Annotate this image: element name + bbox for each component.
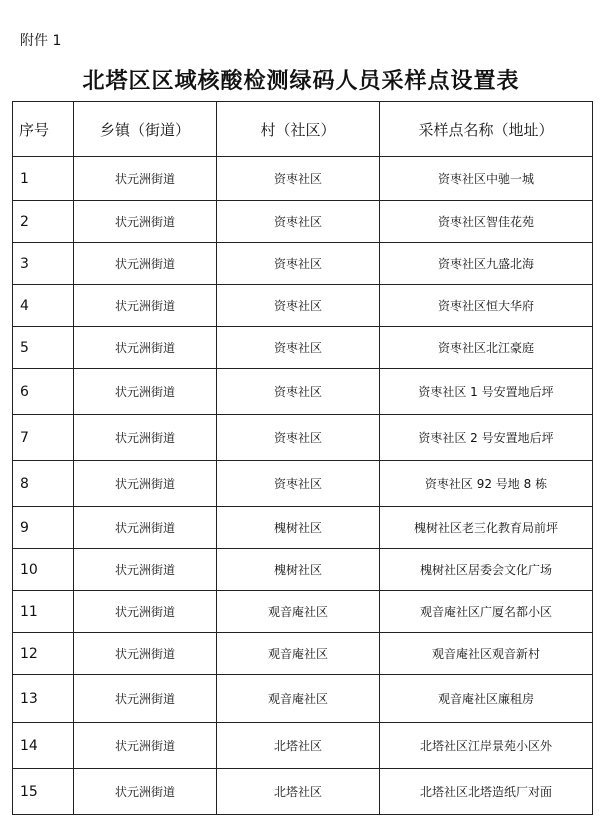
row-index: 15 [13, 769, 74, 815]
table-row [13, 201, 593, 243]
row-index: 10 [13, 549, 74, 591]
table-row [13, 591, 593, 633]
row-index: 5 [13, 327, 74, 369]
table-row [13, 157, 593, 201]
table-header-row [13, 102, 593, 157]
row-index: 14 [13, 723, 74, 769]
community-cell: 观音庵社区 [217, 591, 380, 633]
community-cell: 北塔社区 [217, 769, 380, 815]
township-cell: 状元洲街道 [74, 549, 217, 591]
site-name-cell: 资枣社区九盛北海 [380, 243, 593, 285]
row-index: 12 [13, 633, 74, 675]
township-cell: 状元洲街道 [74, 769, 217, 815]
table-row [13, 507, 593, 549]
community-cell: 资枣社区 [217, 201, 380, 243]
table-row [13, 285, 593, 327]
site-name-cell: 资枣社区 92 号地 8 栋 [380, 461, 593, 507]
community-cell: 资枣社区 [217, 327, 380, 369]
header-community: 村（社区） [217, 102, 380, 157]
attachment-label: 附件 1 [20, 33, 62, 49]
row-index: 3 [13, 243, 74, 285]
township-cell: 状元洲街道 [74, 327, 217, 369]
community-cell: 观音庵社区 [217, 633, 380, 675]
township-cell: 状元洲街道 [74, 415, 217, 461]
township-cell: 状元洲街道 [74, 507, 217, 549]
document-title: 北塔区区域核酸检测绿码人员采样点设置表 [82, 68, 520, 94]
sampling-site-table [12, 101, 593, 815]
township-cell: 状元洲街道 [74, 157, 217, 201]
township-cell: 状元洲街道 [74, 591, 217, 633]
township-cell: 状元洲街道 [74, 369, 217, 415]
community-cell: 资枣社区 [217, 369, 380, 415]
row-index: 2 [13, 201, 74, 243]
site-name-cell: 资枣社区智佳花苑 [380, 201, 593, 243]
site-name-cell: 观音庵社区观音新村 [380, 633, 593, 675]
township-cell: 状元洲街道 [74, 461, 217, 507]
township-cell: 状元洲街道 [74, 201, 217, 243]
site-name-cell: 资枣社区 1 号安置地后坪 [380, 369, 593, 415]
table-row [13, 415, 593, 461]
table-row [13, 675, 593, 723]
township-cell: 状元洲街道 [74, 243, 217, 285]
row-index: 8 [13, 461, 74, 507]
community-cell: 槐树社区 [217, 507, 380, 549]
site-name-cell: 槐树社区居委会文化广场 [380, 549, 593, 591]
row-index: 1 [13, 157, 74, 201]
site-name-cell: 观音庵社区廉租房 [380, 675, 593, 723]
row-index: 13 [13, 675, 74, 723]
site-name-cell: 北塔社区北塔造纸厂对面 [380, 769, 593, 815]
community-cell: 资枣社区 [217, 415, 380, 461]
table-row [13, 769, 593, 815]
row-index: 4 [13, 285, 74, 327]
site-name-cell: 资枣社区恒大华府 [380, 285, 593, 327]
community-cell: 观音庵社区 [217, 675, 380, 723]
header-township: 乡镇（街道） [74, 102, 217, 157]
community-cell: 资枣社区 [217, 285, 380, 327]
row-index: 6 [13, 369, 74, 415]
township-cell: 状元洲街道 [74, 723, 217, 769]
township-cell: 状元洲街道 [74, 285, 217, 327]
table-row [13, 549, 593, 591]
township-cell: 状元洲街道 [74, 675, 217, 723]
table-row [13, 369, 593, 415]
header-index: 序号 [13, 102, 74, 157]
site-name-cell: 资枣社区 2 号安置地后坪 [380, 415, 593, 461]
table-row [13, 633, 593, 675]
site-name-cell: 资枣社区北江豪庭 [380, 327, 593, 369]
community-cell: 资枣社区 [217, 243, 380, 285]
table-row [13, 461, 593, 507]
table-row [13, 723, 593, 769]
site-name-cell: 观音庵社区广厦名都小区 [380, 591, 593, 633]
row-index: 7 [13, 415, 74, 461]
table-row [13, 327, 593, 369]
community-cell: 北塔社区 [217, 723, 380, 769]
community-cell: 资枣社区 [217, 461, 380, 507]
community-cell: 槐树社区 [217, 549, 380, 591]
township-cell: 状元洲街道 [74, 633, 217, 675]
row-index: 11 [13, 591, 74, 633]
site-name-cell: 北塔社区江岸景苑小区外 [380, 723, 593, 769]
site-name-cell: 槐树社区老三化教育局前坪 [380, 507, 593, 549]
site-name-cell: 资枣社区中驰一城 [380, 157, 593, 201]
community-cell: 资枣社区 [217, 157, 380, 201]
row-index: 9 [13, 507, 74, 549]
header-site-name: 采样点名称（地址） [380, 102, 593, 157]
table-row [13, 243, 593, 285]
